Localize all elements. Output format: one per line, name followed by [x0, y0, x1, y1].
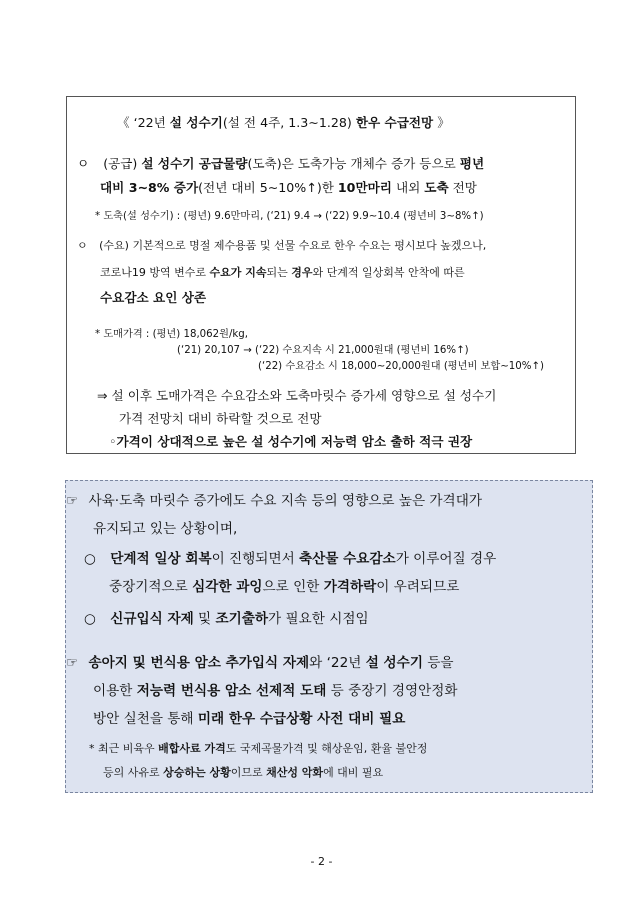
action-line-2: 이용한 저능력 번식용 암소 선제적 도태 등 중장기 경영안정화 — [93, 683, 458, 699]
recovery-line-1: ○ 단계적 일상 회복이 진행되면서 축산물 수요감소가 이루어질 경우 — [84, 551, 497, 567]
supply-line-1: ㅇ (공급) 설 성수기 공급물량(도축)은 도축가능 개체수 증가 등으로 평년 — [77, 156, 485, 171]
summary-line-1: ☞ 사육·도축 마릿수 증가에도 수요 지속 등의 영향으로 높은 가격대가 — [66, 493, 482, 509]
supply-line-2: 대비 3∼8% 증가(전년 대비 5∼10%↑)한 10만마리 내외 도축 전망 — [100, 180, 477, 195]
summary-box — [65, 480, 593, 793]
outlook-title: 《 ‘22년 설 성수기(설 전 4주, 1.3∼1.28) 한우 수급전망 》 — [117, 115, 450, 130]
pointing-hand-icon: ☞ — [66, 493, 79, 509]
bullet-circle: ㅇ — [77, 239, 88, 252]
demand-line-1: ㅇ (수요) 기본적으로 명절 제수용품 및 선물 수요로 한우 수요는 평시보다 높겠으나, — [77, 239, 487, 252]
price-note-1: * 도매가격 : (평년) 18,062원/kg, — [95, 329, 248, 340]
price-note-2: (‘21) 20,107 → (‘22) 수요지속 시 21,000원대 (평년비 16%↑) — [177, 345, 469, 356]
demand-line-3: 수요감소 요인 상존 — [100, 290, 207, 305]
feed-note-line-1: * 최근 비육우 배합사료 가격도 국제곡물가격 및 해상운임, 환율 불안정 — [89, 742, 428, 755]
demand-line-2: 코로나19 방역 변수로 수요가 지속되는 경우와 단계적 일상회복 안착에 따른 — [100, 266, 465, 279]
feed-note-line-2: 등의 사유로 상승하는 상황이므로 채산성 악화에 대비 필요 — [103, 766, 384, 779]
action-line-3: 방안 실천을 통해 미래 한우 수급상황 사전 대비 필요 — [93, 711, 406, 727]
summary-line-2: 유지되고 있는 상황이며, — [93, 521, 238, 537]
bullet-circle: ○ — [84, 611, 96, 627]
recovery-line-2: 중장기적으로 심각한 과잉으로 인한 가격하락이 우려되므로 — [109, 579, 460, 595]
conclusion-line-2: 가격 전망치 대비 하락할 것으로 전망 — [119, 411, 322, 426]
bullet-circle: ㅇ — [77, 156, 90, 171]
page-number: - 2 - — [310, 855, 333, 868]
bullet-dot: ◦ — [109, 434, 117, 449]
supply-note: * 도축(설 성수기) : (평년) 9.6만마리, (‘21) 9.4 → (‘22) 9.9∼10.4 (평년비 3∼8%↑) — [95, 211, 484, 222]
price-note-3: (‘22) 수요감소 시 18,000∼20,000원대 (평년비 보합∼10%↑) — [258, 361, 544, 372]
bullet-circle: ○ — [84, 551, 96, 567]
outlook-box — [66, 96, 576, 454]
pointing-hand-icon: ☞ — [66, 655, 79, 671]
recommendation-line: ◦가격이 상대적으로 높은 설 성수기에 저능력 암소 출하 적극 권장 — [109, 434, 473, 449]
restraint-line: ○ 신규입식 자제 및 조기출하가 필요한 시점임 — [84, 611, 369, 627]
action-line-1: ☞ 송아지 및 번식용 암소 추가입식 자제와 ‘22년 설 성수기 등을 — [66, 655, 454, 671]
conclusion-line-1: ⇒ 설 이후 도매가격은 수요감소와 도축마릿수 증가세 영향으로 설 성수기 — [97, 388, 497, 403]
